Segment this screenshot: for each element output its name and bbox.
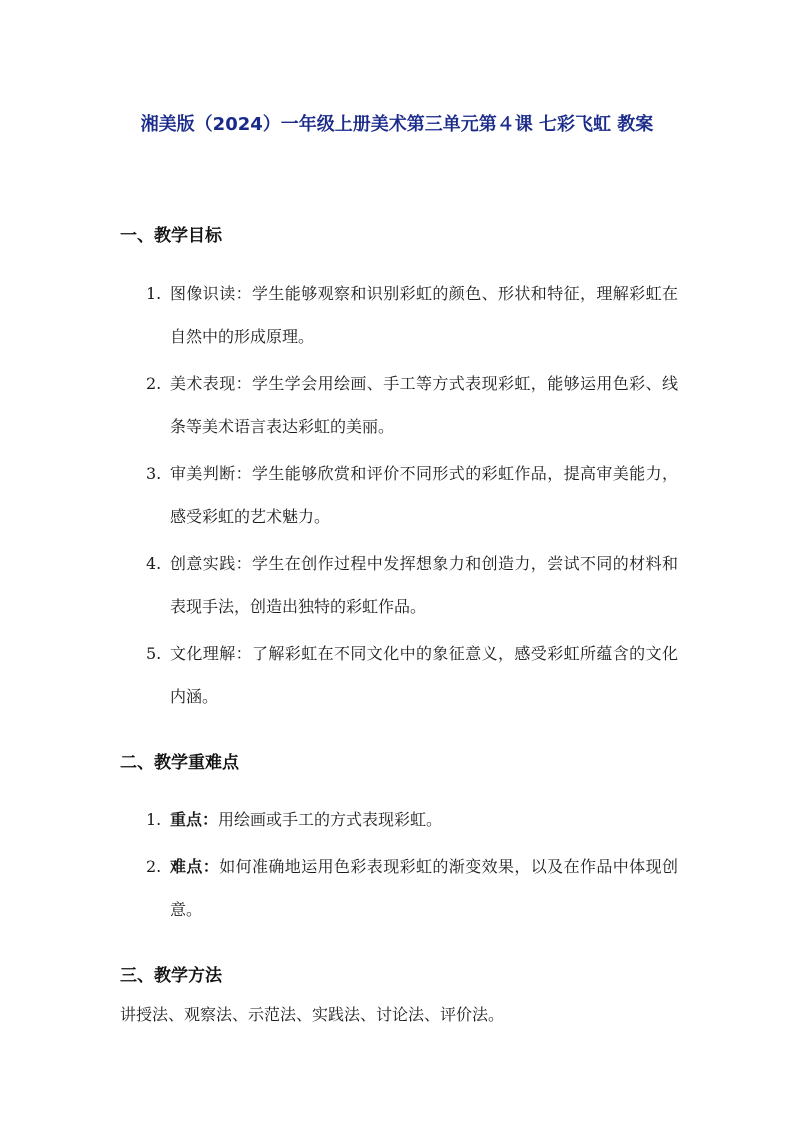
item-number: 3. xyxy=(146,464,162,483)
section-heading-key-points: 二、教学重难点 xyxy=(120,753,239,773)
item-label: 难点： xyxy=(170,857,220,876)
list-item xyxy=(146,272,678,358)
list-item xyxy=(146,845,678,931)
item-number: 1. xyxy=(146,284,162,303)
item-text: 用绘画或手工的方式表现彩虹。 xyxy=(218,810,443,829)
list-item xyxy=(146,632,678,718)
list-item xyxy=(146,542,678,628)
item-number: 4. xyxy=(146,554,162,573)
item-label: 重点： xyxy=(170,810,219,829)
list-item xyxy=(146,452,678,538)
item-text: 创意实践：学生在创作过程中发挥想象力和创造力，尝试不同的材料和表现手法，创造出独特的彩虹作品。 xyxy=(170,554,678,616)
item-text: 美术表现：学生学会用绘画、手工等方式表现彩虹，能够运用色彩、线条等美术语言表达彩虹的美丽。 xyxy=(170,374,678,436)
item-text: 如何准确地运用色彩表现彩虹的渐变效果，以及在作品中体现创意。 xyxy=(170,857,678,919)
key-points-list xyxy=(146,798,678,935)
document-title: 湘美版（2024）一年级上册美术第三单元第４课 七彩飞虹 教案 xyxy=(140,114,654,135)
item-number: 2. xyxy=(146,857,162,876)
section-heading-objectives: 一、教学目标 xyxy=(120,226,222,246)
item-number: 5. xyxy=(146,644,162,663)
item-number: 2. xyxy=(146,374,162,393)
list-item xyxy=(146,362,678,448)
item-text: 审美判断：学生能够欣赏和评价不同形式的彩虹作品，提高审美能力，感受彩虹的艺术魅力。 xyxy=(170,464,678,526)
list-item xyxy=(146,798,678,841)
methods-text: 讲授法、观察法、示范法、实践法、讨论法、评价法。 xyxy=(120,1005,505,1024)
objectives-list xyxy=(146,272,678,722)
item-text: 图像识读：学生能够观察和识别彩虹的颜色、形状和特征，理解彩虹在自然中的形成原理。 xyxy=(170,284,678,346)
item-number: 1. xyxy=(146,810,162,829)
section-heading-methods: 三、教学方法 xyxy=(120,966,222,986)
item-text: 文化理解：了解彩虹在不同文化中的象征意义，感受彩虹所蕴含的文化内涵。 xyxy=(170,644,678,706)
